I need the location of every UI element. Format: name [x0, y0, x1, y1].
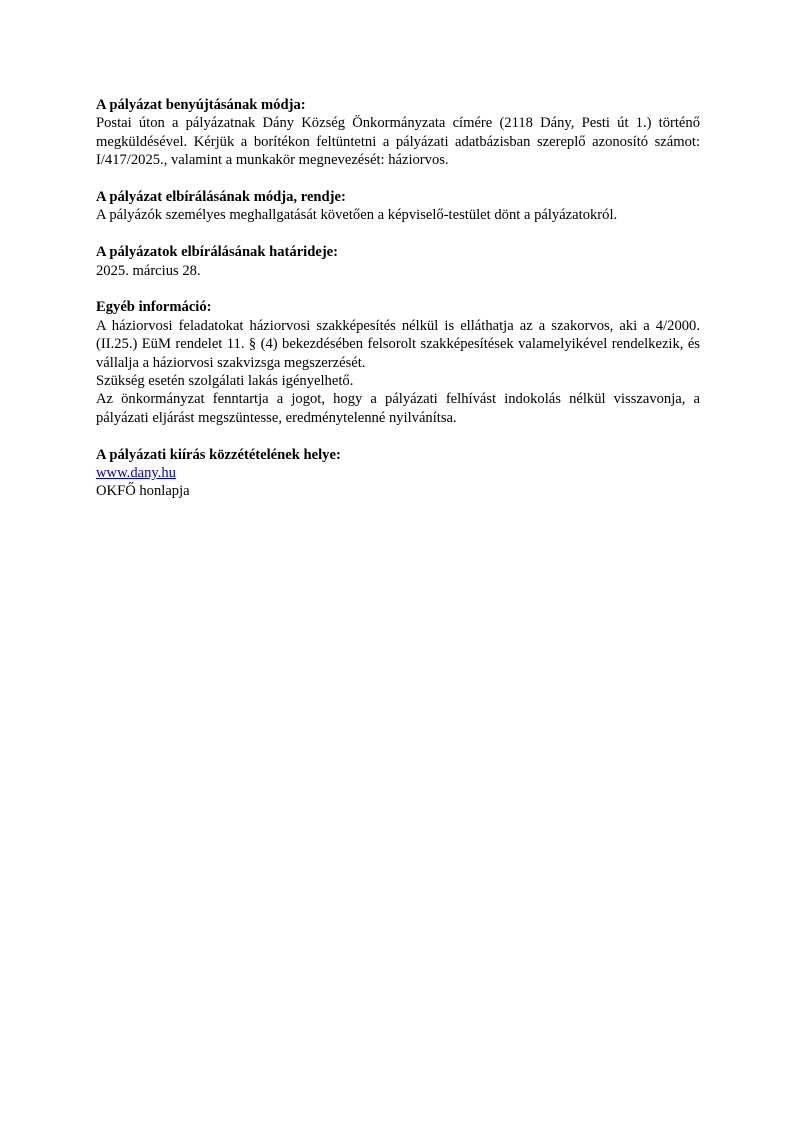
section-paragraph: Szükség esetén szolgálati lakás igényelhető.: [96, 373, 354, 390]
section-paragraph: Az önkormányzat fenntartja a jogot, hogy a pályázati felhívást indokolás nélkül visszavonja, a pályázati eljárást megszüntesse, eredménytelenné nyilvánítsa.: [96, 391, 700, 426]
section-submission-method: [96, 96, 700, 170]
section-paragraph: OKFŐ honlapja: [96, 483, 190, 500]
section-evaluation-deadline: [96, 243, 700, 280]
section-heading: Egyéb információ:: [96, 299, 212, 316]
section-paragraph: A háziorvosi feladatokat háziorvosi szakképesítés nélkül is elláthatja az a szakorvos, aki a 4/2000. (II.25.) EüM rendelet 11. § (4) bekezdésében felsorolt szakképesítések valamelyikével rendelkezik, és vállalja a háziorvosi szakvizsga megszerzését.: [96, 317, 700, 371]
section-heading: A pályázati kiírás közzétételének helye:: [96, 446, 341, 463]
website-link[interactable]: www.dany.hu: [96, 465, 176, 482]
section-paragraph: 2025. március 28.: [96, 262, 201, 279]
document-page: [96, 96, 700, 519]
section-other-information: [96, 298, 700, 427]
section-evaluation-method: [96, 188, 700, 225]
section-heading: A pályázat benyújtásának módja:: [96, 97, 306, 113]
section-publication-place: [96, 446, 700, 501]
section-paragraph: A pályázók személyes meghallgatását követően a képviselő-testület dönt a pályázatokról.: [96, 207, 618, 224]
section-heading: A pályázatok elbírálásának határideje:: [96, 244, 339, 261]
section-paragraph: Postai úton a pályázatnak Dány Község Önkormányzata címére (2118 Dány, Pesti út 1.) történő megküldésével. Kérjük a borítékon feltüntetni a pályázati adatbázisban szereplő azonosító számot: I/417/2025., valamint a munkakör megnevezését: háziorvos.: [96, 115, 700, 169]
website-link-line: [96, 464, 700, 482]
section-heading: A pályázat elbírálásának módja, rendje:: [96, 189, 346, 206]
